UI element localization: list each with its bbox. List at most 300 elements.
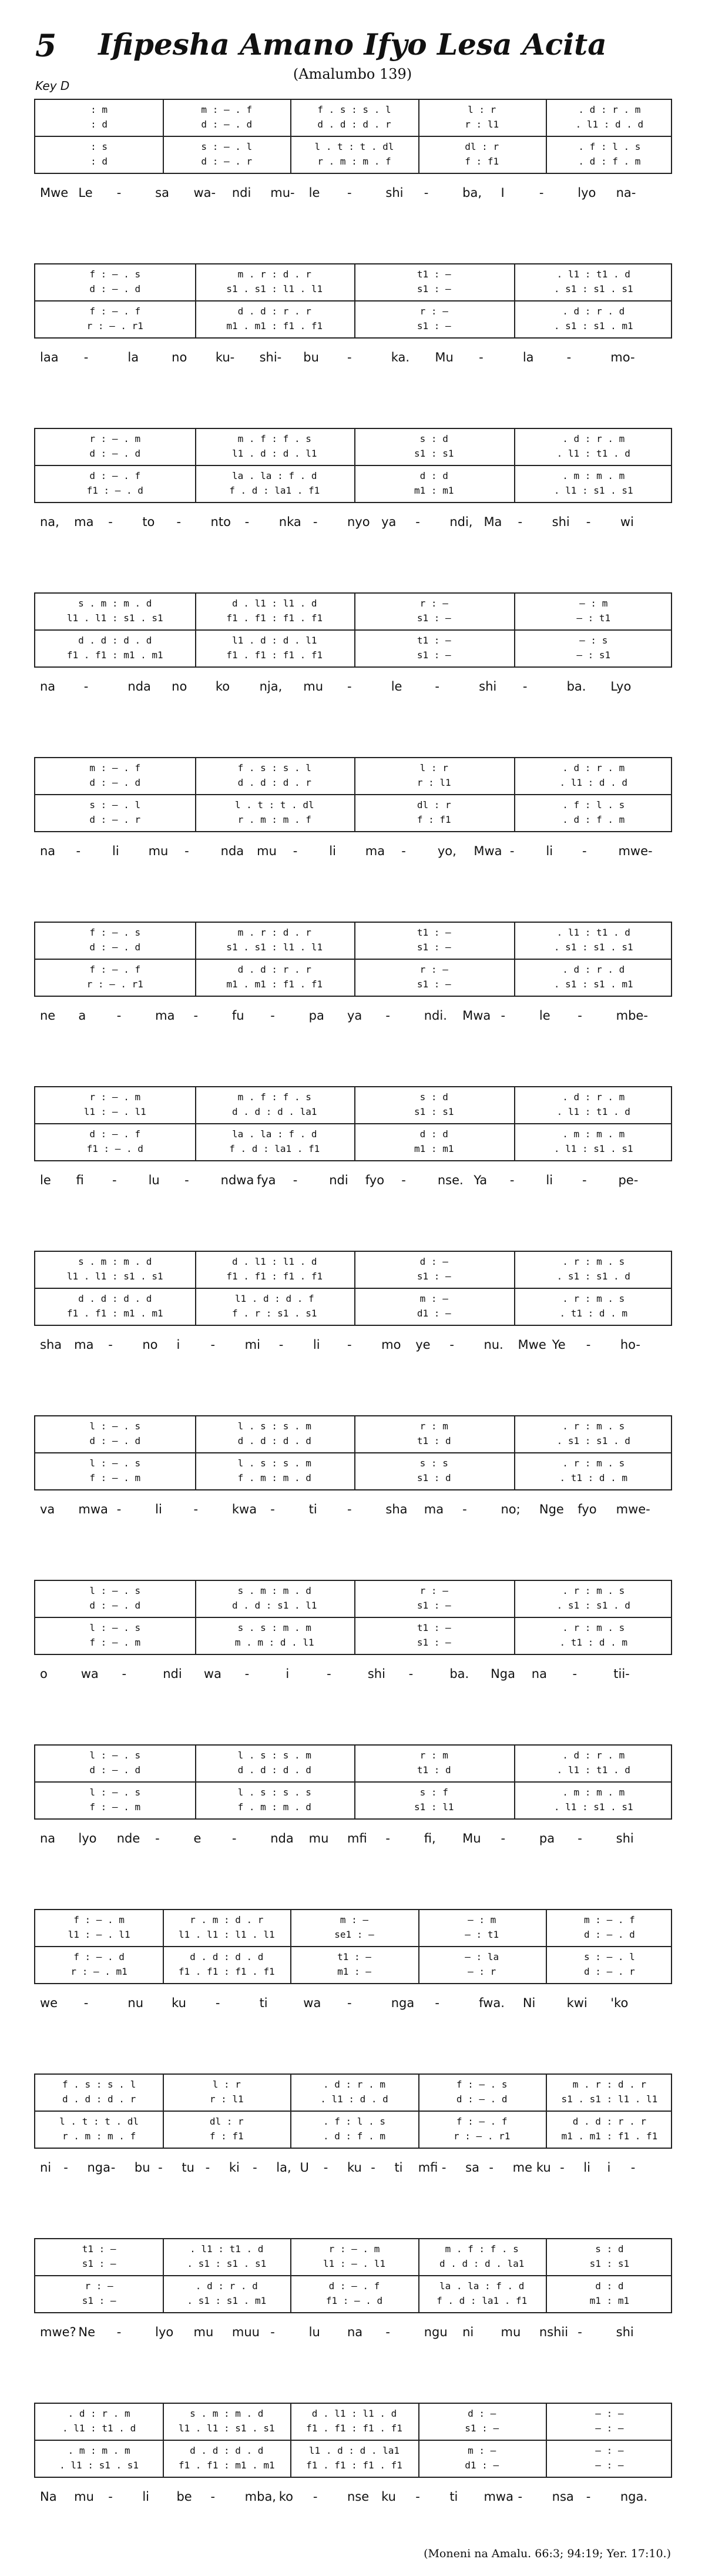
lyric-syllable: - [518, 2490, 523, 2504]
voice-line [35, 2256, 671, 2271]
lyric-syllable: shi- [259, 350, 282, 364]
solfa-measure: d . d : d . d [190, 1951, 264, 1962]
solfa-measure: — : t1 [465, 1929, 499, 1940]
lyric-syllable: - [586, 515, 591, 529]
voice-line [35, 1127, 671, 1141]
lyric-syllable: la [127, 350, 139, 364]
lyric-syllable: - [415, 515, 420, 529]
lyric-syllable: lyo [578, 186, 596, 200]
lyric-syllable: ku [347, 2160, 362, 2175]
solfa-measure: m : — [419, 1293, 448, 1304]
lyric-syllable: - [116, 2325, 122, 2339]
solfa-measure: d : – . r [89, 814, 141, 825]
lyric-syllable: - [578, 1831, 582, 1845]
solfa-measure: f . m : m . d [237, 1801, 311, 1813]
lyric-syllable: a [78, 1009, 86, 1023]
solfa-measure: t1 : — [417, 1622, 451, 1633]
lyric-syllable: - [501, 1831, 506, 1845]
solfa-measure: s1 : — [417, 612, 451, 624]
solfa-measure: . d : r . d [562, 306, 625, 317]
lyric-syllable: - [158, 2160, 163, 2175]
lyric-syllable: lu [308, 2325, 320, 2339]
solfa-measure: s : – . l [89, 799, 141, 810]
solfa-measure: r . m : m . f [237, 814, 311, 825]
lyric-syllable: ma [74, 515, 94, 529]
solfa-measure: t1 : — [417, 927, 451, 938]
lyric-syllable: shi [616, 2325, 634, 2339]
lyric-syllable: ndi [163, 1667, 182, 1681]
solfa-measure: d . l1 : l1 . d [232, 598, 317, 609]
solfa-staff [34, 1415, 672, 1490]
music-system [34, 99, 672, 217]
voice-line [35, 154, 671, 169]
solfa-measure: s1 : l1 [414, 1801, 454, 1813]
solfa-staff [34, 2403, 672, 2478]
solfa-measure: d . d : d . r [62, 2093, 136, 2105]
lyric-syllable: li [155, 1502, 162, 1516]
lyric-syllable: - [110, 2160, 116, 2175]
solfa-measure: s1 . s1 : l1 . l1 [226, 942, 323, 953]
voice-divider [35, 1617, 671, 1618]
solfa-measure: . f : l . s [578, 141, 641, 152]
lyric-syllable: wa- [193, 186, 216, 200]
solfa-measure: s . m : m . d [237, 1585, 311, 1596]
solfa-measure: m . f : f . s [237, 433, 311, 444]
solfa-measure: l1 . d : d . la1 [308, 2445, 400, 2456]
solfa-measure: m : – . f [89, 762, 141, 773]
lyric-syllable: e [193, 1831, 202, 1845]
solfa-measure: f . s : s . l [237, 762, 311, 773]
solfa-measure: r : — [85, 2280, 113, 2292]
lyric-syllable: we [40, 1996, 58, 2010]
lyric-syllable: ma [365, 844, 385, 858]
voice-line [35, 1090, 671, 1104]
voice-line [35, 2279, 671, 2293]
solfa-measure: . d : r . d [562, 964, 625, 975]
solfa-measure: . l1 : d . d [575, 119, 644, 130]
solfa-measure: . s1 : s1 . m1 [553, 320, 633, 331]
solfa-measure: d : d [419, 470, 448, 481]
voice-line [35, 117, 671, 132]
lyric-syllable: nse. [437, 1173, 464, 1187]
lyric-syllable: mu [148, 844, 169, 858]
lyric-syllable: Nga [491, 1667, 515, 1681]
solfa-measure: d : – . d [201, 119, 253, 130]
lyric-syllable: - [522, 679, 528, 694]
solfa-measure: . d : r . m [323, 2079, 385, 2090]
solfa-measure: m : — [468, 2445, 496, 2456]
voice-line [35, 2443, 671, 2458]
voice-divider [35, 2111, 671, 2112]
solfa-measure: s1 : d [417, 1472, 451, 1483]
lyrics-line [34, 1332, 672, 1369]
solfa-measure: r : – . m [89, 433, 141, 444]
lyric-syllable: - [401, 1173, 406, 1187]
lyric-syllable: to [142, 515, 155, 529]
solfa-measure: . l1 : s1 . s1 [553, 485, 633, 496]
lyric-syllable: nda [220, 844, 244, 858]
solfa-staff [34, 592, 672, 668]
lyric-syllable: - [270, 2325, 275, 2339]
lyric-syllable: fi [76, 1173, 84, 1187]
voice-divider [35, 136, 671, 137]
lyric-syllable: ndi [329, 1173, 348, 1187]
solfa-measure: d . d : d . r [317, 119, 391, 130]
solfa-measure: t1 : — [417, 269, 451, 280]
lyric-syllable: - [489, 2160, 494, 2175]
lyric-syllable: ko [215, 679, 230, 694]
solfa-measure: m . r : d . r [237, 269, 311, 280]
solfa-measure: . d : r . m [562, 1091, 625, 1103]
voice-line [35, 761, 671, 775]
lyric-syllable: fyo [365, 1173, 385, 1187]
voice-line [35, 1433, 671, 1448]
lyric-syllable: fwa. [479, 1996, 505, 2010]
solfa-measure: . d : f . m [323, 2131, 385, 2142]
lyric-syllable: mwe? [40, 2325, 76, 2339]
lyric-syllable: Mu [462, 1831, 481, 1845]
voice-line [35, 2129, 671, 2143]
solfa-measure: . s1 : s1 . d [556, 1271, 630, 1282]
lyric-syllable: - [253, 2160, 257, 2175]
solfa-measure: : d [90, 156, 108, 167]
lyric-syllable: - [116, 1502, 122, 1516]
lyric-syllable: - [76, 844, 81, 858]
solfa-measure: r : — [419, 598, 448, 609]
lyrics-line [34, 838, 672, 876]
lyric-syllable: nu [127, 1996, 144, 2010]
solfa-measure: . m : m . m [562, 1128, 625, 1140]
lyric-syllable: - [205, 2160, 210, 2175]
solfa-measure: s : d [419, 433, 448, 444]
lyric-syllable: - [435, 679, 439, 694]
solfa-measure: f : – . s [456, 2079, 508, 2090]
lyric-syllable: pa [308, 1009, 324, 1023]
lyric-syllable: nda [270, 1831, 294, 1845]
solfa-measure: f : – . s [89, 269, 141, 280]
lyric-syllable: li [112, 844, 119, 858]
solfa-measure: l : – . s [89, 1750, 141, 1761]
solfa-measure: d : – . r [584, 1966, 635, 1977]
lyric-syllable: mi [244, 1338, 260, 1352]
voice-line [35, 812, 671, 827]
solfa-measure: . l1 : s1 . s1 [553, 1143, 633, 1154]
solfa-measure: . d : r . m [578, 104, 641, 115]
solfa-measure: . m : m . m [562, 1787, 625, 1798]
solfa-measure: s : d [419, 1091, 448, 1103]
lyric-syllable: nka [278, 515, 301, 529]
lyric-syllable: mfi [418, 2160, 438, 2175]
lyric-syllable: tii- [613, 1667, 630, 1681]
lyric-syllable: wa [303, 1996, 321, 2010]
solfa-measure: f1 . f1 : m1 . m1 [66, 1308, 163, 1319]
lyric-syllable: - [586, 2490, 591, 2504]
solfa-measure: l . s : s . m [237, 1750, 311, 1761]
solfa-measure: l1 : – . l1 [323, 2258, 385, 2269]
lyric-syllable: fya [257, 1173, 276, 1187]
solfa-measure: s1 : — [82, 2258, 116, 2269]
solfa-staff [34, 99, 672, 174]
lyric-syllable: yo, [437, 844, 456, 858]
solfa-measure: — : m [468, 1914, 496, 1925]
solfa-measure: s : – . l [584, 1951, 635, 1962]
voice-line [35, 1254, 671, 1269]
lyric-syllable: mfi [347, 1831, 367, 1845]
solfa-measure: d1 : — [417, 1308, 451, 1319]
lyric-syllable: lu [148, 1173, 160, 1187]
lyric-syllable: ma [424, 1502, 444, 1516]
lyric-syllable: - [313, 515, 318, 529]
solfa-measure: s1 : — [417, 320, 451, 331]
solfa-measure: . d : r . m [68, 2408, 130, 2419]
lyric-syllable: ndi, [449, 515, 473, 529]
solfa-measure: : m [90, 104, 108, 115]
solfa-measure: . l1 : t1 . d [62, 2423, 136, 2434]
voice-divider [35, 794, 671, 795]
lyric-syllable: ku- [215, 350, 235, 364]
voice-divider [35, 1946, 671, 1947]
voice-line [35, 446, 671, 461]
lyric-syllable: Mwe [40, 186, 69, 200]
voice-divider [35, 959, 671, 960]
lyric-syllable: Mwe [518, 1338, 546, 1352]
solfa-measure: — : la [465, 1951, 499, 1962]
solfa-measure: l1 . d : d . l1 [232, 635, 317, 646]
solfa-measure: d . d : r . r [237, 964, 311, 975]
lyric-syllable: ya [381, 515, 397, 529]
lyric-syllable: ni [462, 2325, 474, 2339]
lyric-syllable: U [300, 2160, 309, 2175]
lyric-syllable: - [116, 1009, 122, 1023]
solfa-measure: f : – . m [89, 1472, 141, 1483]
music-system [34, 2073, 672, 2192]
solfa-measure: d . l1 : l1 . d [232, 1256, 317, 1267]
lyric-syllable: nu. [484, 1338, 503, 1352]
solfa-measure: s1 : — [417, 942, 451, 953]
solfa-measure: s1 : s1 [414, 1106, 454, 1117]
lyric-syllable: - [371, 2160, 375, 2175]
voice-line [35, 431, 671, 446]
lyric-syllable: la, [276, 2160, 291, 2175]
music-system [34, 2403, 672, 2521]
solfa-measure: s1 : — [417, 1600, 451, 1611]
lyrics-line [34, 1003, 672, 1040]
lyric-syllable: - [582, 1173, 587, 1187]
voice-line [35, 2077, 671, 2092]
music-system [34, 1251, 672, 1369]
lyric-syllable: ngu [424, 2325, 448, 2339]
solfa-measure: m . m : d . l1 [234, 1637, 314, 1648]
solfa-measure: . s1 : s1 . m1 [187, 2295, 267, 2306]
solfa-measure: f1 : – . d [86, 485, 143, 496]
lyric-syllable: - [385, 1831, 390, 1845]
lyric-syllable: le [40, 1173, 51, 1187]
lyric-syllable: - [313, 2490, 318, 2504]
lyric-syllable: - [347, 679, 352, 694]
solfa-measure: f : – . m [73, 1914, 125, 1925]
solfa-measure: d . d : d . d [78, 635, 152, 646]
lyric-syllable: - [582, 844, 587, 858]
lyric-syllable: - [518, 515, 523, 529]
solfa-staff [34, 428, 672, 503]
solfa-measure: . l1 : t1 . d [556, 448, 630, 459]
solfa-measure: . l1 : s1 . s1 [59, 2460, 139, 2471]
lyric-syllable: nsa [552, 2490, 574, 2504]
lyric-syllable: kwa [231, 1502, 257, 1516]
key-signature: Key D [35, 79, 70, 93]
lyric-syllable: li [329, 844, 336, 858]
lyric-syllable: sa [155, 186, 169, 200]
lyric-syllable: Ne [78, 2325, 96, 2339]
solfa-measure: r . m : m . f [317, 156, 391, 167]
lyric-syllable: li [546, 1173, 553, 1187]
lyric-syllable: - [116, 186, 122, 200]
solfa-measure: d : – . d [584, 1929, 635, 1940]
lyric-syllable: - [385, 1009, 390, 1023]
lyric-syllable: Lyo [610, 679, 632, 694]
lyric-syllable: - [630, 2160, 636, 2175]
solfa-measure: m1 : m1 [589, 2295, 630, 2306]
lyric-syllable: - [347, 1502, 352, 1516]
lyric-syllable: no [172, 679, 187, 694]
lyric-syllable: - [415, 2490, 420, 2504]
solfa-measure: — : m [579, 598, 608, 609]
lyric-syllable: - [83, 679, 89, 694]
voice-line [35, 596, 671, 611]
solfa-measure: f . s : s . l [62, 2079, 136, 2090]
lyric-syllable: - [112, 1173, 117, 1187]
solfa-measure: f . d : la1 . f1 [437, 2295, 528, 2306]
lyric-syllable: - [586, 1338, 591, 1352]
solfa-measure: r : l1 [465, 119, 499, 130]
solfa-measure: r : — [419, 964, 448, 975]
lyric-syllable: - [270, 1502, 275, 1516]
lyric-syllable: mba, [244, 2490, 276, 2504]
solfa-measure: s1 . s1 : l1 . l1 [226, 283, 323, 294]
solfa-measure: s1 : s1 [414, 448, 454, 459]
lyric-syllable: - [347, 186, 352, 200]
lyric-syllable: ho- [620, 1338, 640, 1352]
lyric-syllable: shi [479, 679, 497, 694]
solfa-measure: s1 : s1 [589, 2258, 630, 2269]
solfa-staff [34, 1744, 672, 1820]
lyric-syllable: - [244, 1667, 250, 1681]
solfa-measure: l : r [212, 2079, 241, 2090]
solfa-measure: d : — [468, 2408, 496, 2419]
solfa-measure: l1 : – . l1 [68, 1929, 130, 1940]
music-system [34, 922, 672, 1040]
solfa-measure: f : – . f [89, 306, 141, 317]
solfa-measure: l : – . s [89, 1585, 141, 1596]
lyric-syllable: lyo [155, 2325, 174, 2339]
lyric-syllable: 'ko [610, 1996, 629, 2010]
lyric-syllable: - [578, 2325, 582, 2339]
lyric-syllable: - [270, 1009, 275, 1023]
lyric-syllable: nyo [347, 515, 370, 529]
lyric-syllable: - [155, 1831, 160, 1845]
solfa-measure: s1 : — [417, 979, 451, 990]
solfa-measure: m1 : m1 [414, 485, 454, 496]
lyric-syllable: o [40, 1667, 48, 1681]
solfa-measure: . l1 : d . d [559, 777, 628, 788]
lyric-syllable: ye [415, 1338, 431, 1352]
voice-line [35, 977, 671, 991]
lyric-syllable: - [83, 350, 89, 364]
solfa-measure: f1 . f1 : m1 . m1 [178, 2460, 275, 2471]
solfa-measure: r : m [419, 1750, 448, 1761]
solfa-measure: f1 . f1 : f1 . f1 [226, 1271, 323, 1282]
solfa-measure: m . f : f . s [237, 1091, 311, 1103]
lyric-syllable: mwe- [618, 844, 653, 858]
solfa-measure: m . r : d . r [572, 2079, 646, 2090]
solfa-measure: . d : r . d [195, 2280, 258, 2292]
lyric-syllable: wa [203, 1667, 221, 1681]
lyric-syllable: nde [116, 1831, 140, 1845]
solfa-measure: d : – . f [328, 2280, 380, 2292]
voice-line [35, 775, 671, 790]
solfa-measure: l1 . l1 : l1 . l1 [178, 1929, 275, 1940]
music-system [34, 592, 672, 711]
lyric-syllable: Mwa [474, 844, 502, 858]
lyrics-line [34, 1661, 672, 1699]
voice-divider [35, 465, 671, 466]
voice-line [35, 940, 671, 954]
solfa-measure: m1 . m1 : f1 . f1 [561, 2131, 658, 2142]
lyric-syllable: - [560, 2160, 565, 2175]
music-system [34, 1744, 672, 1863]
music-system [34, 1580, 672, 1699]
solfa-measure: f . r : s1 . s1 [232, 1308, 317, 1319]
voice-line [35, 483, 671, 498]
lyric-syllable: - [184, 1173, 189, 1187]
solfa-measure: f . s : s . l [317, 104, 391, 115]
solfa-measure: dl : r [417, 799, 451, 810]
lyric-syllable: fi, [424, 1831, 436, 1845]
solfa-measure: d . d : s1 . l1 [232, 1600, 317, 1611]
voice-divider [35, 2275, 671, 2276]
solfa-measure: d . d : r . r [237, 306, 311, 317]
lyric-syllable: - [347, 350, 352, 364]
solfa-measure: s : d [595, 2243, 624, 2255]
solfa-measure: . r : m . s [562, 1421, 625, 1432]
lyric-syllable: ndi. [424, 1009, 447, 1023]
solfa-measure: r : — [419, 306, 448, 317]
voice-line [35, 1785, 671, 1800]
lyric-syllable: - [347, 1996, 352, 2010]
voice-line [35, 1306, 671, 1321]
music-system [34, 1909, 672, 2028]
lyric-syllable: - [184, 844, 189, 858]
lyric-syllable: Nge [539, 1502, 564, 1516]
voice-line [35, 1964, 671, 1979]
solfa-measure: t1 : — [82, 2243, 116, 2255]
voice-line [35, 611, 671, 625]
scripture-reference: (Moneni na Amalu. 66:3; 94:19; Yer. 17:10.) [424, 2547, 671, 2560]
solfa-measure: f1 . f1 : f1 . f1 [226, 649, 323, 661]
lyric-syllable: pe- [618, 1173, 639, 1187]
solfa-measure: . f : l . s [562, 799, 625, 810]
solfa-staff [34, 2238, 672, 2313]
solfa-measure: . r : m . s [562, 1256, 625, 1267]
solfa-measure: s : – . l [201, 141, 253, 152]
lyric-syllable: Ye [552, 1338, 566, 1352]
solfa-measure: s . m : m . d [190, 2408, 264, 2419]
solfa-measure: — : r [468, 1966, 496, 1977]
solfa-measure: f : – . f [456, 2116, 508, 2127]
voice-line [35, 2421, 671, 2436]
voice-line [35, 1269, 671, 1284]
lyric-syllable: le [391, 679, 402, 694]
